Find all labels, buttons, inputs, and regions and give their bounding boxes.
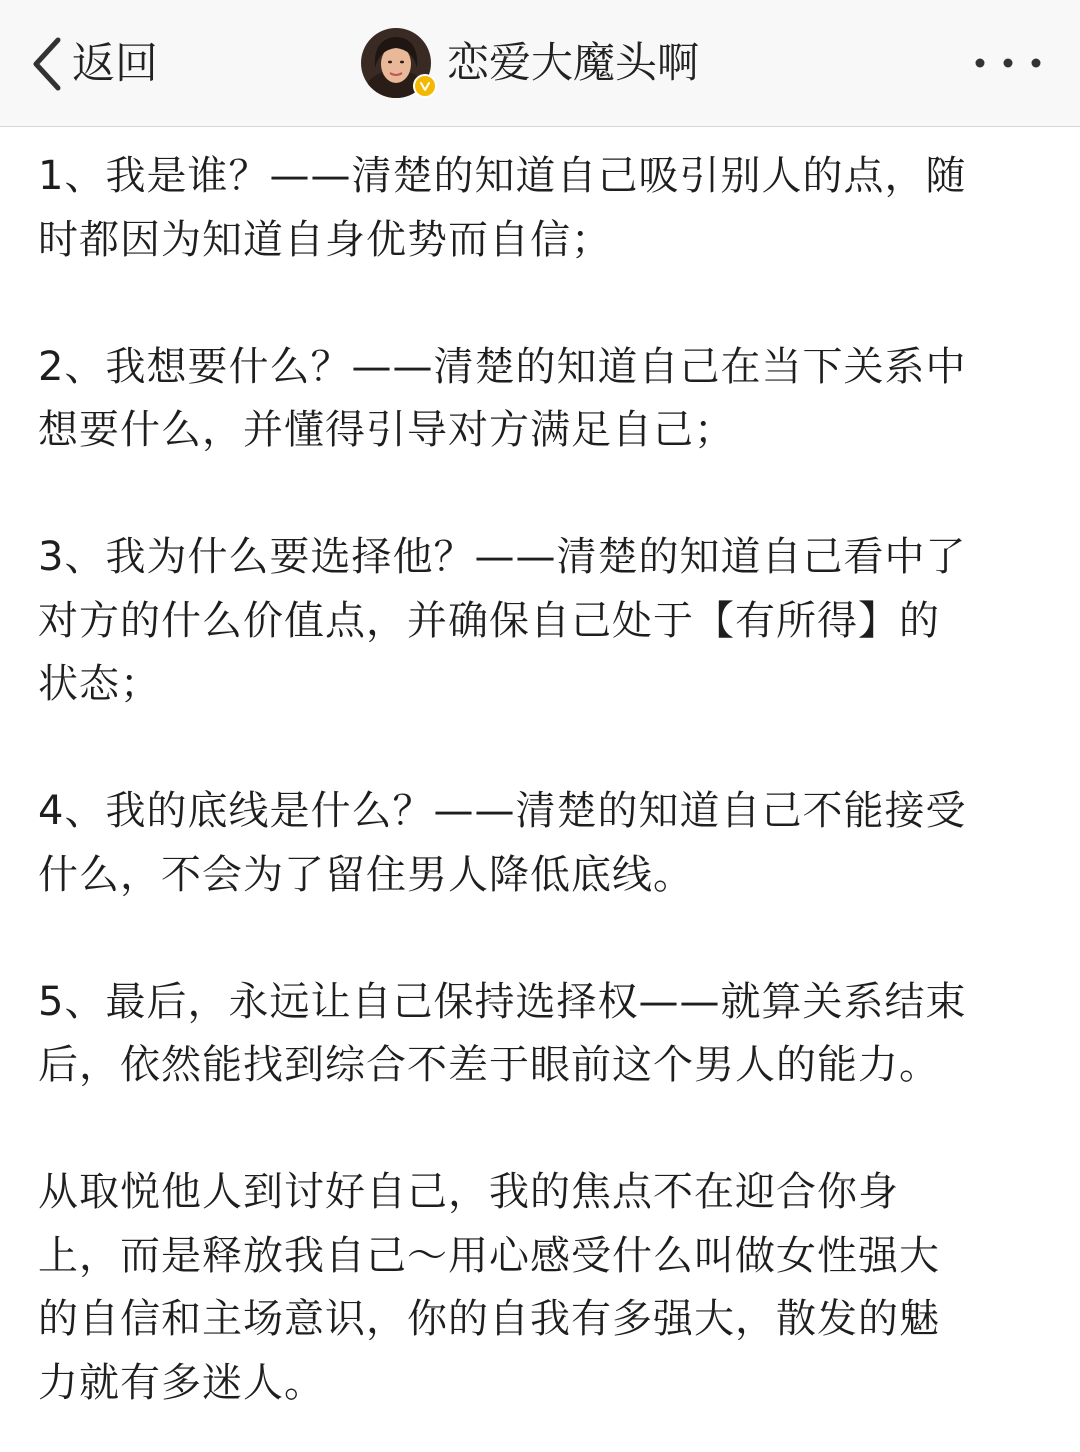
- paragraph-1: [38, 145, 1042, 272]
- text-line: 想要什么，并懂得引导对方满足自己；: [38, 407, 735, 453]
- verified-badge-icon: [413, 74, 437, 98]
- avatar[interactable]: [361, 28, 431, 98]
- text-line: 2、我想要什么？——清楚的知道自己在当下关系中: [38, 343, 967, 390]
- more-options-button[interactable]: [966, 46, 1050, 80]
- back-button[interactable]: [30, 28, 158, 100]
- nav-bar: [0, 0, 1080, 127]
- profile-header[interactable]: [361, 27, 699, 99]
- text-line: 对方的什么价值点，并确保自己处于【有所得】的: [38, 597, 940, 644]
- paragraph-5: [38, 971, 1042, 1098]
- text-line: 上，而是释放我自己～用心感受什么叫做女性强大: [38, 1232, 940, 1279]
- text-line: 1、我是谁？——清楚的知道自己吸引别人的点，随: [38, 153, 967, 199]
- paragraph-4: [38, 780, 1042, 907]
- text-line: 力就有多迷人。: [38, 1359, 325, 1406]
- text-line: 4、我的底线是什么？——清楚的知道自己不能接受: [38, 788, 967, 834]
- paragraph-6: [38, 1161, 1042, 1415]
- text-line: 时都因为知道自身优势而自信；: [38, 216, 612, 263]
- text-line: 状态；: [38, 661, 161, 707]
- more-dots-icon: [966, 65, 1050, 84]
- chevron-left-icon: [30, 36, 64, 92]
- post-content: [38, 145, 1042, 1415]
- text-line: 的自信和主场意识，你的自我有多强大，散发的魅: [38, 1296, 940, 1342]
- text-line: 从取悦他人到讨好自己，我的焦点不在迎合你身: [38, 1169, 899, 1215]
- text-line: 后，依然能找到综合不差于眼前这个男人的能力。: [38, 1042, 940, 1088]
- text-line: 5、最后，永远让自己保持选择权——就算关系结束: [38, 978, 967, 1025]
- back-label: 返回: [72, 38, 158, 89]
- page-title: 恋爱大魔头啊: [447, 38, 700, 87]
- paragraph-3: [38, 526, 1042, 717]
- text-line: 什么，不会为了留住男人降低底线。: [38, 851, 694, 898]
- text-line: 3、我为什么要选择他？——清楚的知道自己看中了: [38, 534, 967, 580]
- paragraph-2: [38, 336, 1042, 463]
